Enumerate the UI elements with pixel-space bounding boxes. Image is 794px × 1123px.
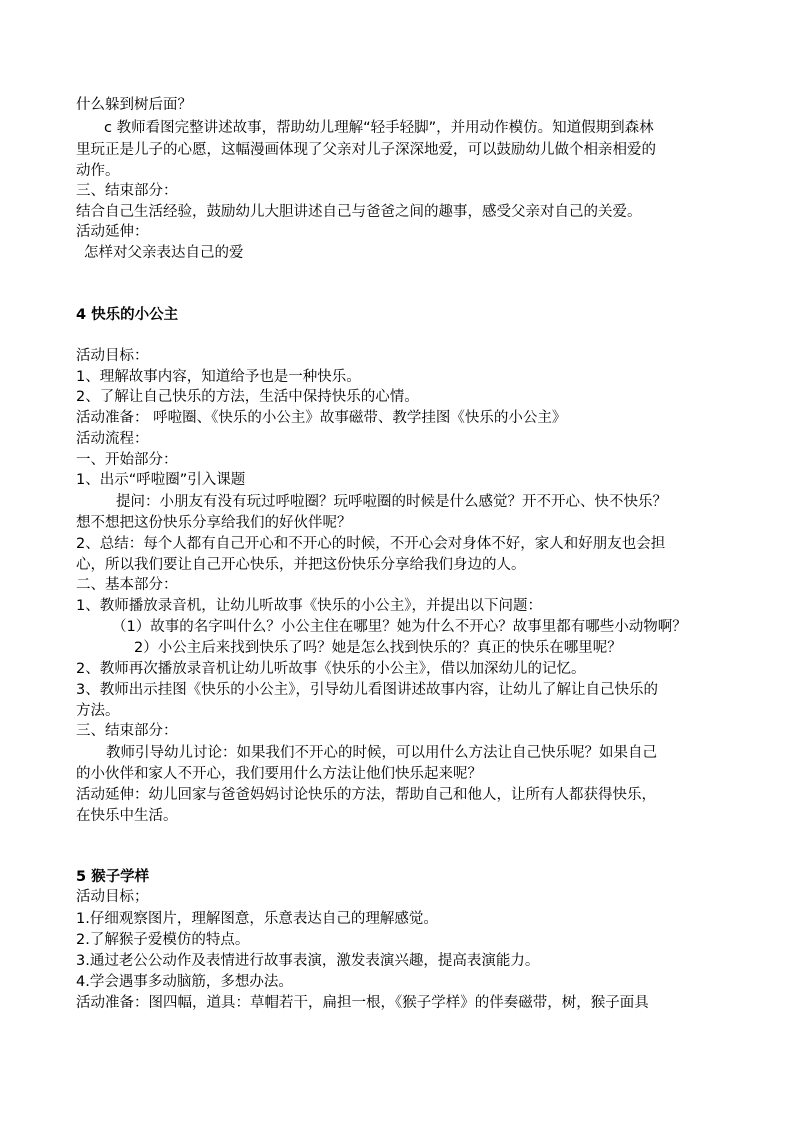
text-line: 里玩正是儿子的心愿，这幅漫画体现了父亲对儿子深深地爱，可以鼓励幼儿做个相亲相爱的	[76, 142, 656, 158]
lesson-title: 4 快乐的小公主	[76, 307, 179, 323]
section-heading: 三、结束部分：	[76, 723, 178, 739]
text-line: 结合自己生活经验，鼓励幼儿大胆讲述自己与爸爸之间的趣事，感受父亲对自己的关爱。	[76, 204, 642, 220]
text-line: 4.学会遇事多动脑筋，多想办法。	[76, 974, 293, 990]
text-line: c 教师看图完整讲述故事，帮助幼儿理解“轻手轻脚”，并用动作模仿。知道假期到森林	[104, 120, 654, 136]
text-line: 在快乐中生活。	[76, 808, 178, 824]
text-line: 2）小公主后来找到快乐了吗？她是怎么找到快乐的？真正的快乐在哪里呢？	[134, 640, 622, 656]
text-line: 动作。	[76, 163, 120, 179]
text-line: 活动准备： 呼啦圈、《快乐的小公主》故事磁带、教学挂图《快乐的小公主》	[76, 410, 567, 426]
section-heading: 一、开始部分：	[76, 452, 178, 468]
text-line: 提问：小朋友有没有玩过呼啦圈？玩呼啦圈的时候是什么感觉？开不开心、快不快乐？	[116, 494, 667, 510]
text-line: 什么躲到树后面？	[76, 97, 192, 113]
text-line: 怎样对父亲表达自己的爱	[84, 245, 244, 261]
text-line: 的小伙伴和家人不开心，我们要用什么方法让他们快乐起来呢？	[76, 766, 482, 782]
text-line: 2.了解猴子爱模仿的特点。	[76, 932, 250, 948]
text-line: 1、教师播放录音机，让幼儿听故事《快乐的小公主》，并提出以下问题：	[76, 598, 542, 614]
text-line: 想不想把这份快乐分享给我们的好伙伴呢？	[76, 515, 352, 531]
text-line: 1、理解故事内容，知道给予也是一种快乐。	[76, 369, 361, 385]
text-line: 3、教师出示挂图《快乐的小公主》，引导幼儿看图讲述故事内容，让幼儿了解让自己快乐的	[76, 682, 658, 698]
text-line: 活动目标；	[76, 889, 149, 905]
text-line: 教师引导幼儿讨论：如果我们不开心的时候，可以用什么方法让自己快乐呢？如果自己	[106, 745, 657, 761]
text-line: 活动延伸：幼儿回家与爸爸妈妈讨论快乐的方法，帮助自己和他人，让所有人都获得快乐，	[76, 787, 656, 803]
text-line: 活动准备：图四幅，道具：草帽若干，扁担一根，《猴子学样》的伴奏磁带，树，猴子面具	[76, 995, 649, 1011]
text-line: 活动延伸：	[76, 224, 149, 240]
section-heading: 二、基本部分：	[76, 577, 178, 593]
text-line: 2、教师再次播放录音机让幼儿听故事《快乐的小公主》，借以加深幼儿的记忆。	[76, 661, 586, 677]
text-line: 2、了解让自己快乐的方法，生活中保持快乐的心情。	[76, 389, 419, 405]
text-line: 活动目标：	[76, 348, 149, 364]
text-line: 1、出示“呼啦圈”引入课题	[76, 472, 246, 488]
section-heading: 三、结束部分：	[76, 183, 178, 199]
text-line: 活动流程：	[76, 431, 149, 447]
text-line: 1.仔细观察图片，理解图意，乐意表达自己的理解感觉。	[76, 911, 438, 927]
text-line: 心，所以我们要让自己开心快乐，并把这份快乐分享给我们身边的人。	[76, 557, 526, 573]
text-line: （1）故事的名字叫什么？小公主住在哪里？她为什么不开心？故事里都有哪些小动物啊？	[112, 619, 687, 635]
text-line: 2、总结：每个人都有自己开心和不开心的时候，不开心会对身体不好，家人和好朋友也会担	[76, 536, 666, 552]
text-line: 3.通过老公公动作及表情进行故事表演，激发表演兴趣，提高表演能力。	[76, 953, 540, 969]
lesson-title: 5 猴子学样	[76, 869, 150, 885]
text-line: 方法。	[76, 703, 120, 719]
